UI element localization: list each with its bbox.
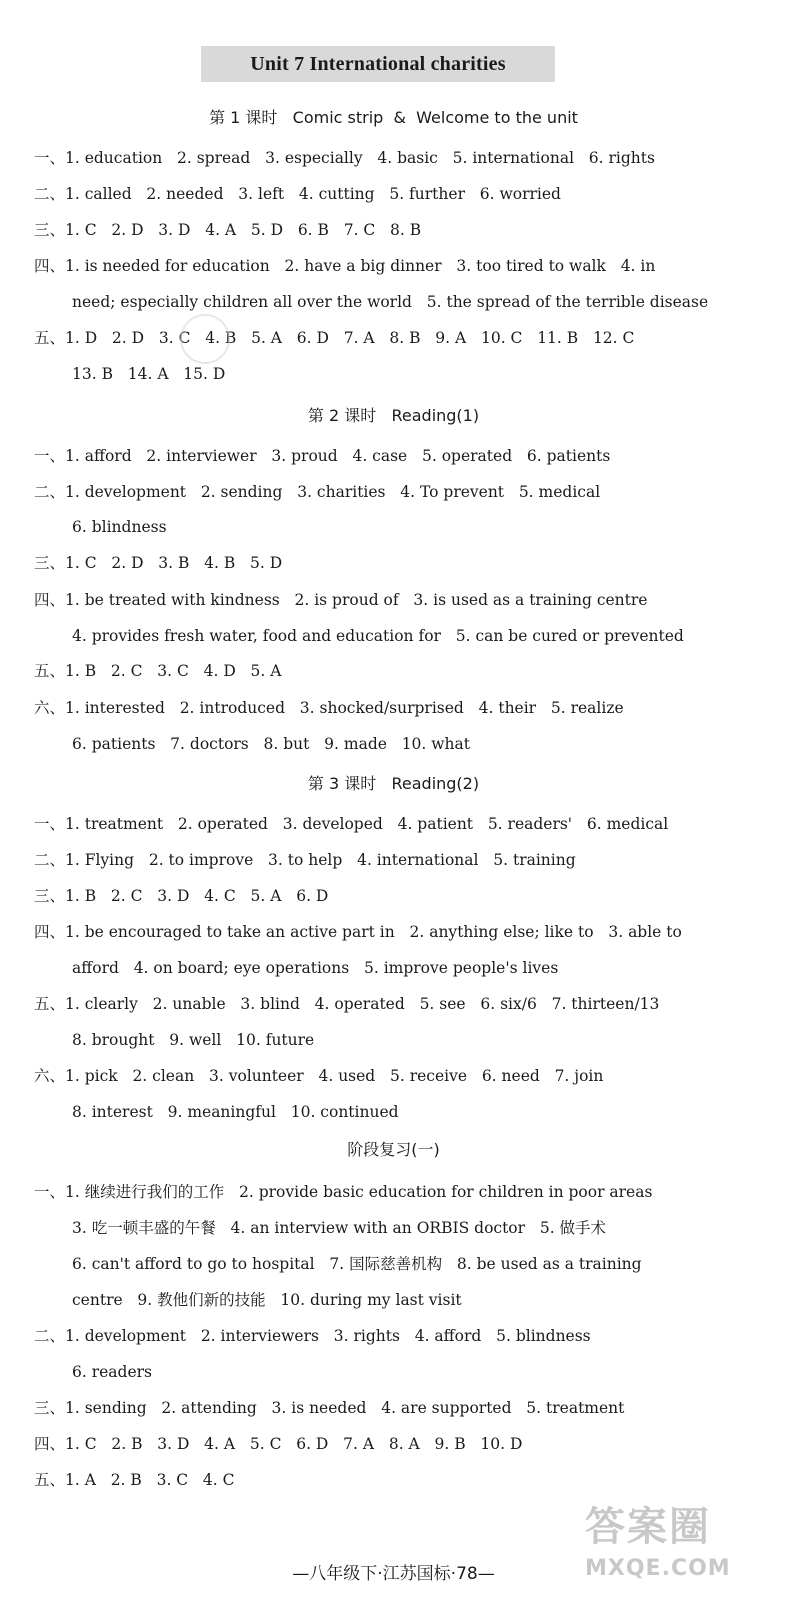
answer-line: 8. brought 9. well 10. future <box>72 1031 315 1049</box>
answer-line: 二、1. Flying 2. to improve 3. to help 4. international 5. training <box>34 851 576 869</box>
stage-review-heading: 阶段复习(一) <box>347 1140 440 1159</box>
answer-line: 二、1. development 2. sending 3. charities 4. To prevent 5. medical <box>34 483 601 501</box>
watermark-logo-text: 答案圈 <box>585 1504 711 1550</box>
answer-line: 13. B 14. A 15. D <box>72 365 226 383</box>
answer-line: 四、1. be treated with kindness 2. is proud of 3. is used as a training centre <box>34 591 648 609</box>
answer-line: 四、1. C 2. B 3. D 4. A 5. C 6. D 7. A 8. A 9. B 10. D <box>34 1435 523 1453</box>
answer-line: 二、1. development 2. interviewers 3. rights 4. afford 5. blindness <box>34 1327 591 1345</box>
answer-line: 6. readers <box>72 1363 152 1381</box>
lesson-1-heading: 第 1 课时 Comic strip & Welcome to the unit <box>209 108 578 127</box>
answer-line: 4. provides fresh water, food and education for 5. can be cured or prevented <box>72 627 684 645</box>
answer-line: 三、1. C 2. D 3. B 4. B 5. D <box>34 554 283 572</box>
answer-line: 8. interest 9. meaningful 10. continued <box>72 1103 399 1121</box>
answer-line: need; especially children all over the world 5. the spread of the terrible disease <box>72 293 709 311</box>
lesson-3-heading: 第 3 课时 Reading(2) <box>307 774 480 793</box>
answer-line: 一、1. treatment 2. operated 3. developed 4. patient 5. readers' 6. medical <box>34 815 669 833</box>
answer-line: 五、1. D 2. D 3. C 4. B 5. A 6. D 7. A 8. B 9. A 10. C 11. B 12. C <box>34 329 635 347</box>
answer-line: 6. patients 7. doctors 8. but 9. made 10. what <box>72 735 470 753</box>
answer-line: 3. 吃一顿丰盛的午餐 4. an interview with an ORBIS doctor 5. 做手术 <box>72 1219 607 1237</box>
answer-line: 五、1. A 2. B 3. C 4. C <box>34 1471 235 1489</box>
answer-line: 一、1. afford 2. interviewer 3. proud 4. case 5. operated 6. patients <box>34 447 611 465</box>
answer-line: afford 4. on board; eye operations 5. improve people's lives <box>72 959 559 977</box>
site-watermark <box>585 1495 775 1595</box>
watermark-url: MXQE.COM <box>585 1556 731 1581</box>
answer-line: 三、1. sending 2. attending 3. is needed 4. are supported 5. treatment <box>34 1399 625 1417</box>
answer-line: 6. can't afford to go to hospital 7. 国际慈善机构 8. be used as a training <box>72 1255 642 1273</box>
unit-title: Unit 7 International charities <box>201 46 555 82</box>
answer-line: 六、1. pick 2. clean 3. volunteer 4. used 5. receive 6. need 7. join <box>34 1067 604 1085</box>
stamp-watermark-icon <box>180 314 230 364</box>
page-footer: —八年级下·江苏国标·78— <box>292 1564 495 1584</box>
answer-line: 五、1. B 2. C 3. C 4. D 5. A <box>34 662 282 680</box>
answer-line: 四、1. is needed for education 2. have a big dinner 3. too tired to walk 4. in <box>34 257 656 275</box>
answer-line: 六、1. interested 2. introduced 3. shocked/surprised 4. their 5. realize <box>34 699 624 717</box>
answer-line: 一、1. education 2. spread 3. especially 4. basic 5. international 6. rights <box>34 149 655 167</box>
answer-line: 6. blindness <box>72 518 167 536</box>
answer-line: 四、1. be encouraged to take an active part in 2. anything else; like to 3. able to <box>34 923 682 941</box>
answer-line: 一、1. 继续进行我们的工作 2. provide basic education for children in poor areas <box>34 1183 653 1201</box>
answer-line: 三、1. B 2. C 3. D 4. C 5. A 6. D <box>34 887 329 905</box>
answer-line: 三、1. C 2. D 3. D 4. A 5. D 6. B 7. C 8. B <box>34 221 422 239</box>
lesson-2-heading: 第 2 课时 Reading(1) <box>307 406 480 425</box>
answer-line: 五、1. clearly 2. unable 3. blind 4. operated 5. see 6. six/6 7. thirteen/13 <box>34 995 660 1013</box>
answer-line: 二、1. called 2. needed 3. left 4. cutting 5. further 6. worried <box>34 185 561 203</box>
answer-line: centre 9. 教他们新的技能 10. during my last visit <box>72 1291 462 1309</box>
